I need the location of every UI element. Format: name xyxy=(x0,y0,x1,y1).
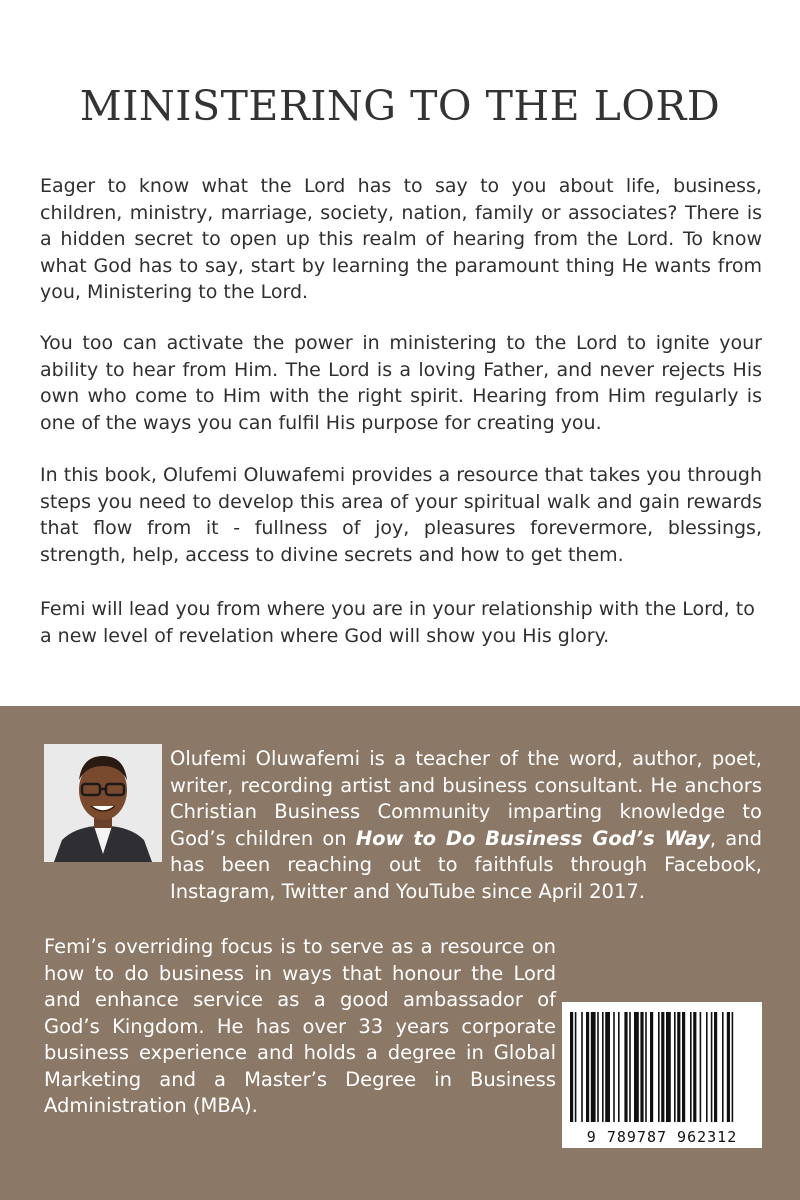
barcode-bar xyxy=(706,1012,708,1122)
barcode-bar xyxy=(650,1012,653,1122)
barcode-bar xyxy=(602,1012,604,1122)
barcode-bar xyxy=(661,1012,664,1122)
barcode-bar xyxy=(597,1012,599,1122)
author-bio-emphasis: How to Do Business God’s Way xyxy=(355,826,710,850)
book-title: MINISTERING TO THE LORD xyxy=(79,82,721,130)
barcode-bar xyxy=(732,1012,734,1122)
barcode-bar xyxy=(634,1012,639,1122)
barcode-bar xyxy=(690,1012,692,1122)
barcode xyxy=(562,1002,762,1148)
barcode-bar xyxy=(624,1012,627,1122)
author-bio xyxy=(44,746,762,905)
barcode-bar xyxy=(586,1012,589,1122)
barcode-bar xyxy=(714,1012,717,1122)
barcode-bar xyxy=(677,1012,680,1122)
author-section xyxy=(0,706,800,1200)
barcode-bar xyxy=(581,1012,583,1122)
barcode-bar xyxy=(575,1012,577,1122)
barcode-bar xyxy=(666,1012,671,1122)
barcode-bar xyxy=(570,1012,573,1122)
barcode-bar xyxy=(722,1012,724,1122)
barcode-bar xyxy=(658,1012,660,1122)
barcode-bar xyxy=(618,1012,620,1122)
blurb-paragraph-3: In this book, Olufemi Oluwafemi provides a resource that takes you through steps you need to develop this area of your spiritual walk and gain rewards that flow from it - fullness of joy, pleasures forevermore, blessings, strength, help, access to divine secrets and how to get them. xyxy=(40,464,762,566)
barcode-bar xyxy=(613,1012,615,1122)
author-focus-text: Femi’s overriding focus is to serve as a resource on how to do business in ways that honour the Lord and enhance service as a good ambassador of God’s Kingdom. He has over 33 years corporate business experience and holds a degree in Global Marketing and a Master’s Degree in Business Administration (MBA). xyxy=(44,935,556,1117)
author-bio-text-end: , and has been reaching out to faithfuls through Facebook, Instagram, Twitter and YouTube since April 2017. xyxy=(170,826,762,903)
barcode-bar xyxy=(640,1012,643,1122)
barcode-bar xyxy=(629,1012,631,1122)
author-bio-text: Olufemi Oluwafemi is a teacher of the word, author, poet, writer, recording artist and business consultant. He anchors Christian Business Community imparting knowledge to God’s children on xyxy=(170,747,762,850)
barcode-bar xyxy=(605,1012,610,1122)
barcode-bar xyxy=(591,1012,596,1122)
barcode-bar xyxy=(674,1012,676,1122)
isbn-number: 9 789787 962312 xyxy=(586,1128,738,1146)
blurb-paragraph-1: Eager to know what the Lord has to say to you about life, business, children, ministry, marriage, society, nation, family or associates? There is a hidden secret to open up this realm of hearing from the Lord. To know what God has to say, start by learning the paramount thing He wants from you, Ministering to the Lord. xyxy=(40,175,762,303)
barcode-bar xyxy=(645,1012,647,1122)
blurb-paragraph-2: You too can activate the power in ministering to the Lord to ignite your ability to hear from Him. The Lord is a loving Father, and never rejects His own who come to Him with the right spirit. Hearing from Him regularly is one of the ways you can fulfil His purpose for creating you. xyxy=(40,332,762,434)
barcode-bar xyxy=(693,1012,696,1122)
blurb-paragraph-4: Femi will lead you from where you are in your relationship with the Lord, to a new level of revelation where God will show you His glory. xyxy=(40,598,755,647)
barcode-bar xyxy=(711,1012,713,1122)
barcode-bar xyxy=(682,1012,685,1122)
barcode-bar xyxy=(700,1012,702,1122)
barcode-bar xyxy=(727,1012,730,1122)
barcode-bars xyxy=(570,1012,754,1122)
